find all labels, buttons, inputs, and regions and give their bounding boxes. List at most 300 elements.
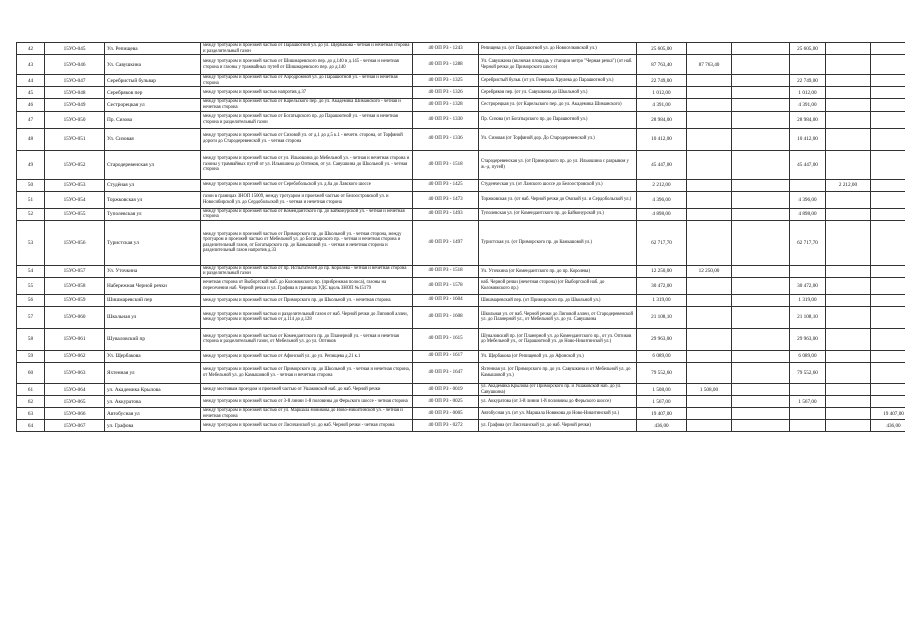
street-name: ул. Графова <box>105 420 201 432</box>
amount-col-5 <box>871 383 905 395</box>
row-number: 53 <box>17 220 45 265</box>
total-area: 4 396,00 <box>637 191 687 208</box>
object-code: 15УО-046 <box>45 55 105 75</box>
road-bounds: Шуваловский пр. (от Планерной ул. до Комендантского пр., от ул. Оптиков до Мебельной ул., от Парашютной ул. до Ново-Никитинской ул.) <box>479 328 637 350</box>
amount-col-1 <box>687 75 732 87</box>
road-bounds: Торжковская ул. (от наб. Черной речки до Омской ул. и Сердобольской ул.) <box>479 191 637 208</box>
amount-col-5 <box>871 191 905 208</box>
amount-col-1 <box>687 408 732 420</box>
road-registry-id: 40 ОП РЗ - 1425 <box>413 179 479 191</box>
amount-col-3: 62 717,70 <box>790 220 826 265</box>
registry-table <box>16 42 905 432</box>
amount-col-5 <box>871 328 905 350</box>
amount-col-5 <box>871 87 905 99</box>
table-row <box>17 220 905 265</box>
amount-col-4 <box>826 350 871 362</box>
amount-col-3: 1 567,00 <box>790 396 826 408</box>
road-registry-id: 40 ОП РЗ - 1647 <box>413 362 479 383</box>
amount-col-1: 87 763,40 <box>687 55 732 75</box>
amount-col-1 <box>687 306 732 328</box>
table-row <box>17 43 905 55</box>
area-description: между тротуаром и проезжей частью от Серебобольской ул. д.6а до Лавского шоссе <box>201 179 413 191</box>
amount-col-4 <box>826 408 871 420</box>
object-code: 15УО-045 <box>45 43 105 55</box>
object-code: 15УО-067 <box>45 420 105 432</box>
object-code: 15УО-047 <box>45 75 105 87</box>
row-number: 44 <box>17 75 45 87</box>
amount-col-5 <box>871 128 905 150</box>
road-registry-id: 40 ОП РЗ - 1615 <box>413 328 479 350</box>
road-registry-id: 40 ОП РЗ - 1288 <box>413 55 479 75</box>
road-bounds: Сестрорецкая ул. (от Карельского пер. до ул. Академика Шиманского) <box>479 99 637 111</box>
road-registry-id: 40 ОП РЗ - 1330 <box>413 111 479 128</box>
road-bounds: Шишмаревский пер. (от Приморского пр. до Школьной ул.) <box>479 294 637 306</box>
amount-col-1 <box>687 328 732 350</box>
street-name: Ул. Репищева <box>105 43 201 55</box>
total-area: 4 391,00 <box>637 99 687 111</box>
road-bounds: Школьная ул. от наб. Черной речки до Липовой аллеи, от Стародеревенской ул. до Планерной ул., от Мебельной ул. до ул. Савушкина <box>479 306 637 328</box>
area-description: между тротуаром и проезжей частью от Приморского пр. до Школьной ул. - четная сторона, между тротуаром и проезжей частью от Мебельной ул. до Богатырского пр. - четная и нечетная сторона и разделительный газон, от Богатырского пр. до Камышовой ул. - четная и нечетная сторона и разделительный газон напротив д.33 <box>201 220 413 265</box>
amount-col-1: 1 508,00 <box>687 383 732 395</box>
road-bounds: Ул. Савушкина (включая площадь у станции метро "Черная речка") (от наб. Черной речки до Приморского шоссе) <box>479 55 637 75</box>
amount-col-3: 10 412,00 <box>790 128 826 150</box>
road-registry-id: 40 ОП РЗ - 1604 <box>413 294 479 306</box>
road-bounds: Туристская ул. (от Приморского пр. до Камышовой ул.) <box>479 220 637 265</box>
amount-col-5: 19 407,00 <box>871 408 905 420</box>
area-description: между тротуаром и проезжей частью от Парашютной ул. до ул. Щербакова - четная и нечетная сторона и разделительный газон <box>201 43 413 55</box>
amount-col-2 <box>732 220 790 265</box>
amount-col-4 <box>826 220 871 265</box>
area-description: между тротуаром и проезжей частью от Карельского пер. до ул. Академика Шиманского - четная и нечетная сторона <box>201 99 413 111</box>
object-code: 15УО-058 <box>45 277 105 294</box>
total-area: 87 763,40 <box>637 55 687 75</box>
amount-col-3 <box>790 383 826 395</box>
street-name: Яхтенная ул <box>105 362 201 383</box>
row-number: 47 <box>17 111 45 128</box>
table-body <box>17 43 905 432</box>
amount-col-4 <box>826 328 871 350</box>
road-bounds: Стародеревенская ул. (от Приморского пр. до ул. Ильюшина с разрывом у ж.-д. путей) <box>479 150 637 179</box>
road-registry-id: 40 ОП РЗ - 1518 <box>413 150 479 179</box>
street-name: Туполевская ул <box>105 208 201 220</box>
amount-col-4 <box>826 111 871 128</box>
road-registry-id: 40 ОП РЗ - 1518 <box>413 265 479 277</box>
amount-col-1 <box>687 191 732 208</box>
area-description: между тротуаром и проезжей частью от Приморского пр. до Школьной ул. - нечетная сторона <box>201 294 413 306</box>
row-number: 61 <box>17 383 45 395</box>
total-area: 1 319,00 <box>637 294 687 306</box>
total-area: 1 012,00 <box>637 87 687 99</box>
amount-col-4 <box>826 383 871 395</box>
total-area: 12 250,00 <box>637 265 687 277</box>
area-description: газон в границах ЗНОП 15009, между тротуаром и проезжей частью от Белоостровской ул. и Новосибирской ул. до Сердобольской ул. - четная и нечетная сторона <box>201 191 413 208</box>
total-area: 45 447,00 <box>637 150 687 179</box>
amount-col-1 <box>687 179 732 191</box>
total-area: 1 567,00 <box>637 396 687 408</box>
amount-col-4 <box>826 87 871 99</box>
road-registry-id: 40 ОП РЗ - 1325 <box>413 75 479 87</box>
amount-col-3: 1 319,00 <box>790 294 826 306</box>
total-area: 28 984,00 <box>637 111 687 128</box>
amount-col-1 <box>687 87 732 99</box>
road-bounds: ул. Графова (от Лисичанской ул. до наб. Черной речки) <box>479 420 637 432</box>
amount-col-3: 30 472,00 <box>790 277 826 294</box>
table-row <box>17 350 905 362</box>
amount-col-5 <box>871 220 905 265</box>
amount-col-3 <box>790 408 826 420</box>
total-area: 22 749,00 <box>637 75 687 87</box>
road-bounds: Пр. Сизова (от Богатырского пр. до Парашютной ул.) <box>479 111 637 128</box>
amount-col-4 <box>826 420 871 432</box>
street-name: Шуваловский пр <box>105 328 201 350</box>
object-code: 15УО-060 <box>45 306 105 328</box>
amount-col-4 <box>826 208 871 220</box>
row-number: 51 <box>17 191 45 208</box>
table-row <box>17 87 905 99</box>
amount-col-3: 25 605,00 <box>790 43 826 55</box>
amount-col-3: 79 552,60 <box>790 362 826 383</box>
area-description: между тротуаром и проезжей частью от Аэродромной ул. до Парашютной ул. - четная и нечетная сторона <box>201 75 413 87</box>
amount-col-2 <box>732 350 790 362</box>
street-name: Набережная Черной речки <box>105 277 201 294</box>
amount-col-1 <box>687 294 732 306</box>
object-code: 15УО-064 <box>45 383 105 395</box>
area-description: между тротуаром и проезжей частью от Комендантского пр. до Планерной ул. - четная и нечетная сторона и разделительный газон, от Мебельной ул. до ул. Оптиков <box>201 328 413 350</box>
road-registry-id: 40 ОП РЗ - 1493 <box>413 208 479 220</box>
road-bounds: Репищева ул. (от Парашютной ул. до Новоселковской ул.) <box>479 43 637 55</box>
street-name: Ул. Уточкина <box>105 265 201 277</box>
amount-col-3 <box>790 420 826 432</box>
amount-col-3 <box>790 179 826 191</box>
amount-col-4 <box>826 294 871 306</box>
object-code: 15УО-053 <box>45 179 105 191</box>
amount-col-4 <box>826 306 871 328</box>
area-description: между тротуаром и проезжей частью от пр. Испытателей до пр. Королева - четная и нечетная сторона и разделительный газон <box>201 265 413 277</box>
object-code: 15УО-054 <box>45 191 105 208</box>
amount-col-4 <box>826 362 871 383</box>
amount-col-2 <box>732 306 790 328</box>
amount-col-4 <box>826 43 871 55</box>
street-name: Автобусная ул <box>105 408 201 420</box>
amount-col-5 <box>871 396 905 408</box>
road-bounds: ул. Аккуратова (от 3-й линии 1-й половины до Ферьского шоссе) <box>479 396 637 408</box>
street-name: Школьная ул <box>105 306 201 328</box>
table-row <box>17 294 905 306</box>
total-area: 21 108,10 <box>637 306 687 328</box>
table-row <box>17 420 905 432</box>
road-registry-id: 40 ОП РЗ - 1336 <box>413 128 479 150</box>
street-name: Ул. Савушкина <box>105 55 201 75</box>
object-code: 15УО-062 <box>45 350 105 362</box>
total-area: 2 212,00 <box>637 179 687 191</box>
amount-col-4 <box>826 128 871 150</box>
row-number: 60 <box>17 362 45 383</box>
road-bounds: Яхтенная ул. (от Приморского пр. до ул. Савушкина и от Мебельной ул. до Камышовой ул.) <box>479 362 637 383</box>
amount-col-1: 12 250,00 <box>687 265 732 277</box>
amount-col-3: 28 984,00 <box>790 111 826 128</box>
amount-col-2 <box>732 208 790 220</box>
object-code: 15УО-052 <box>45 150 105 179</box>
amount-col-2 <box>732 150 790 179</box>
row-number: 63 <box>17 408 45 420</box>
total-area: 1 508,00 <box>637 383 687 395</box>
row-number: 42 <box>17 43 45 55</box>
area-description: между мостовым проездом и проезжей частью от Ушаковской наб. до наб. Черной речки <box>201 383 413 395</box>
row-number: 49 <box>17 150 45 179</box>
amount-col-1 <box>687 277 732 294</box>
table-row <box>17 179 905 191</box>
table-row <box>17 383 905 395</box>
area-description: между тротуаром и проезжей частью от ул. Маршала Новикова до Ново-Никитинской ул. - четная и нечетная сторона <box>201 408 413 420</box>
road-bounds: Ул. Сизовая (от Торфяной дор. До Стародеревенской ул.) <box>479 128 637 150</box>
road-bounds: наб. Черной речки (нечетная сторона) (от Выборгской наб. до Коломяжского пр.) <box>479 277 637 294</box>
amount-col-4 <box>826 75 871 87</box>
amount-col-2 <box>732 128 790 150</box>
amount-col-1 <box>687 99 732 111</box>
amount-col-4 <box>826 396 871 408</box>
amount-col-2 <box>732 99 790 111</box>
road-registry-id: 40 ОП РЗ - 1243 <box>413 43 479 55</box>
total-area: 79 552,60 <box>637 362 687 383</box>
row-number: 62 <box>17 396 45 408</box>
amount-col-3: 21 108,10 <box>790 306 826 328</box>
road-bounds: Туполевская ул. (от Комендантского пр. до Байконурской ул.) <box>479 208 637 220</box>
amount-col-3 <box>790 265 826 277</box>
street-name: Серебряков пер <box>105 87 201 99</box>
street-name: Туристская ул <box>105 220 201 265</box>
street-name: Ул. Сизовая <box>105 128 201 150</box>
amount-col-5 <box>871 150 905 179</box>
row-number: 43 <box>17 55 45 75</box>
row-number: 52 <box>17 208 45 220</box>
table-row <box>17 408 905 420</box>
table-row <box>17 75 905 87</box>
amount-col-1 <box>687 350 732 362</box>
road-bounds: Серебряков пер. (от ул. Савушкина до Школьной ул.) <box>479 87 637 99</box>
amount-col-3: 29 963,00 <box>790 328 826 350</box>
amount-col-4 <box>826 265 871 277</box>
table-row <box>17 396 905 408</box>
street-name: Стародеревенская ул <box>105 150 201 179</box>
total-area: 6 089,00 <box>637 350 687 362</box>
road-registry-id: 40 ОП РЗ - 1497 <box>413 220 479 265</box>
amount-col-3: 4 396,00 <box>790 191 826 208</box>
object-code: 15УО-059 <box>45 294 105 306</box>
object-code: 15УО-050 <box>45 111 105 128</box>
area-description: между тротуаром и проезжей частью и разделительный газон от наб. Черной речки до Липовой аллеи, между тротуаром и проезжей частью от д.114 до д.128 <box>201 306 413 328</box>
road-bounds: Студенческая ул. (от Ланского шоссе до Белоостровской ул.) <box>479 179 637 191</box>
amount-col-2 <box>732 43 790 55</box>
amount-col-2 <box>732 191 790 208</box>
object-code: 15УО-057 <box>45 265 105 277</box>
amount-col-1 <box>687 111 732 128</box>
amount-col-4 <box>826 55 871 75</box>
row-number: 50 <box>17 179 45 191</box>
amount-col-2 <box>732 362 790 383</box>
street-name: Ул. Щербакова <box>105 350 201 362</box>
road-bounds: Ул. Щербакова (от Репищевой ул. до Афонской ул.) <box>479 350 637 362</box>
area-description: между тротуаром и проезжей частью от Шишмаревского пер. до д.140 и д.145 - четная и нечетная сторона и газоны у трамвайных путей от Шишмаревского пер. до д.140 <box>201 55 413 75</box>
table-row <box>17 277 905 294</box>
amount-col-4 <box>826 150 871 179</box>
table-row <box>17 191 905 208</box>
amount-col-5 <box>871 179 905 191</box>
amount-col-3: 22 749,00 <box>790 75 826 87</box>
amount-col-2 <box>732 328 790 350</box>
street-name: Сестрорецкая ул <box>105 99 201 111</box>
street-name: Серебристый бульвар <box>105 75 201 87</box>
object-code: 15УО-061 <box>45 328 105 350</box>
object-code: 15УО-065 <box>45 396 105 408</box>
object-code: 15УО-048 <box>45 87 105 99</box>
amount-col-3: 4 898,00 <box>790 208 826 220</box>
area-description: между тротуаром и проезжей частью от ул. Ильюшина до Мебельной ул. - четная и нечетная сторона и газоны у трамвайных путей от ул. Ильюшина до Оптиков, от ул. Савушкина до Школьной ул. - четная сторона <box>201 150 413 179</box>
row-number: 59 <box>17 350 45 362</box>
row-number: 46 <box>17 99 45 111</box>
object-code: 15УО-049 <box>45 99 105 111</box>
amount-col-3: 6 089,00 <box>790 350 826 362</box>
amount-col-3: 45 447,00 <box>790 150 826 179</box>
road-registry-id: 40 ОП РЗ - 1326 <box>413 87 479 99</box>
amount-col-3 <box>790 55 826 75</box>
amount-col-1 <box>687 150 732 179</box>
table-row <box>17 306 905 328</box>
area-description: между тротуаром и проезжей частью от Богатырского пр. до Парашютной ул. - четная и нечетная сторона и разделительный газон <box>201 111 413 128</box>
table-row <box>17 265 905 277</box>
amount-col-4 <box>826 99 871 111</box>
table-row <box>17 111 905 128</box>
street-name: Шишмаревский пер <box>105 294 201 306</box>
road-bounds: ул. Академика Крылова (от Приморского пр. и Ушаковской наб. до ул. Савушкина) <box>479 383 637 395</box>
total-area: 10 412,00 <box>637 128 687 150</box>
amount-col-1 <box>687 396 732 408</box>
object-code: 15УО-056 <box>45 220 105 265</box>
amount-col-2 <box>732 87 790 99</box>
amount-col-2 <box>732 111 790 128</box>
row-number: 56 <box>17 294 45 306</box>
total-area: 436,00 <box>637 420 687 432</box>
row-number: 57 <box>17 306 45 328</box>
amount-col-1 <box>687 43 732 55</box>
road-registry-id: 40 ОП РЗ - 0272 <box>413 420 479 432</box>
amount-col-2 <box>732 408 790 420</box>
amount-col-2 <box>732 179 790 191</box>
amount-col-5 <box>871 55 905 75</box>
total-area: 4 898,00 <box>637 208 687 220</box>
row-number: 55 <box>17 277 45 294</box>
road-registry-id: 40 ОП РЗ - 1328 <box>413 99 479 111</box>
amount-col-2 <box>732 383 790 395</box>
amount-col-5 <box>871 208 905 220</box>
amount-col-5 <box>871 43 905 55</box>
area-description: между тротуаром и проезжей частью от Лисичанской ул. до наб. Черной речки - четная сторона <box>201 420 413 432</box>
amount-col-5 <box>871 350 905 362</box>
area-description: между тротуаром и проезжей частью от 3-й линии 1-й половины до Ферьского шоссе - четная сторона <box>201 396 413 408</box>
amount-col-5: 436,00 <box>871 420 905 432</box>
street-name: Пр. Сизова <box>105 111 201 128</box>
road-bounds: Ул. Уточкина (от Комендантского пр. до пр. Королева) <box>479 265 637 277</box>
amount-col-1 <box>687 420 732 432</box>
amount-col-1 <box>687 220 732 265</box>
road-registry-id: 40 ОП РЗ - 1473 <box>413 191 479 208</box>
row-number: 64 <box>17 420 45 432</box>
row-number: 45 <box>17 87 45 99</box>
total-area: 19 407,00 <box>637 408 687 420</box>
amount-col-2 <box>732 294 790 306</box>
total-area: 62 717,70 <box>637 220 687 265</box>
road-bounds: Автобусная ул. (от ул. Маршала Новикова до Ново-Никитинской ул.) <box>479 408 637 420</box>
total-area: 25 605,00 <box>637 43 687 55</box>
object-code: 15УО-063 <box>45 362 105 383</box>
amount-col-3: 4 391,00 <box>790 99 826 111</box>
road-registry-id: 40 ОП РЗ - 1578 <box>413 277 479 294</box>
total-area: 30 472,00 <box>637 277 687 294</box>
amount-col-5 <box>871 111 905 128</box>
road-registry-id: 40 ОП РЗ - 1617 <box>413 350 479 362</box>
row-number: 58 <box>17 328 45 350</box>
amount-col-2 <box>732 265 790 277</box>
table-row <box>17 208 905 220</box>
area-description: между тротуаром и проезжей частью от Афонской ул. до ул. Репищева д.21 к.1 <box>201 350 413 362</box>
amount-col-5 <box>871 294 905 306</box>
total-area: 29 963,00 <box>637 328 687 350</box>
street-name: Торжковская ул <box>105 191 201 208</box>
table-row <box>17 128 905 150</box>
object-code: 15УО-066 <box>45 408 105 420</box>
area-description: между тротуаром и проезжей частью напротив д.37 <box>201 87 413 99</box>
amount-col-5 <box>871 265 905 277</box>
road-bounds: Серебристый бульв. (от ул. Генерала Хрулева до Парашютной ул.) <box>479 75 637 87</box>
street-name: ул. Академика Крылова <box>105 383 201 395</box>
area-description: между тротуаром и проезжей частью от Комендантского пр. до Байконурской ул. - четная и нечетная сторона <box>201 208 413 220</box>
road-registry-id: 40 ОП РЗ - 1608 <box>413 306 479 328</box>
amount-col-4: 2 212,00 <box>826 179 871 191</box>
amount-col-2 <box>732 277 790 294</box>
amount-col-2 <box>732 55 790 75</box>
amount-col-3: 1 012,00 <box>790 87 826 99</box>
amount-col-2 <box>732 396 790 408</box>
amount-col-1 <box>687 128 732 150</box>
row-number: 48 <box>17 128 45 150</box>
row-number: 54 <box>17 265 45 277</box>
amount-col-4 <box>826 191 871 208</box>
area-description: между тротуаром и проезжей частью от Приморского пр. до Школьной ул. - четная и нечетная сторона, от Мебельной ул. до Камышовой ул. - четная и нечетная сторона <box>201 362 413 383</box>
street-name: ул. Аккуратова <box>105 396 201 408</box>
area-description: нечетная сторона от Выборгской наб. до Коломяжского пр. (прибрежная полоса), газоны на пересечении наб. Черной речки и ул. Графова в границах УДС вдоль ЗНОП №15179 <box>201 277 413 294</box>
amount-col-5 <box>871 277 905 294</box>
table-row <box>17 362 905 383</box>
amount-col-1 <box>687 208 732 220</box>
amount-col-2 <box>732 75 790 87</box>
road-registry-id: 40 ОП РЗ - 0025 <box>413 396 479 408</box>
road-registry-id: 40 ОП РЗ - 0019 <box>413 383 479 395</box>
amount-col-2 <box>732 420 790 432</box>
table-row <box>17 55 905 75</box>
table-row <box>17 150 905 179</box>
object-code: 15УО-055 <box>45 208 105 220</box>
amount-col-1 <box>687 362 732 383</box>
amount-col-5 <box>871 306 905 328</box>
street-name: Студёная ул <box>105 179 201 191</box>
amount-col-5 <box>871 362 905 383</box>
amount-col-5 <box>871 75 905 87</box>
table-row <box>17 328 905 350</box>
object-code: 15УО-051 <box>45 128 105 150</box>
amount-col-4 <box>826 277 871 294</box>
road-registry-id: 40 ОП РЗ - 0005 <box>413 408 479 420</box>
amount-col-5 <box>871 99 905 111</box>
table-row <box>17 99 905 111</box>
